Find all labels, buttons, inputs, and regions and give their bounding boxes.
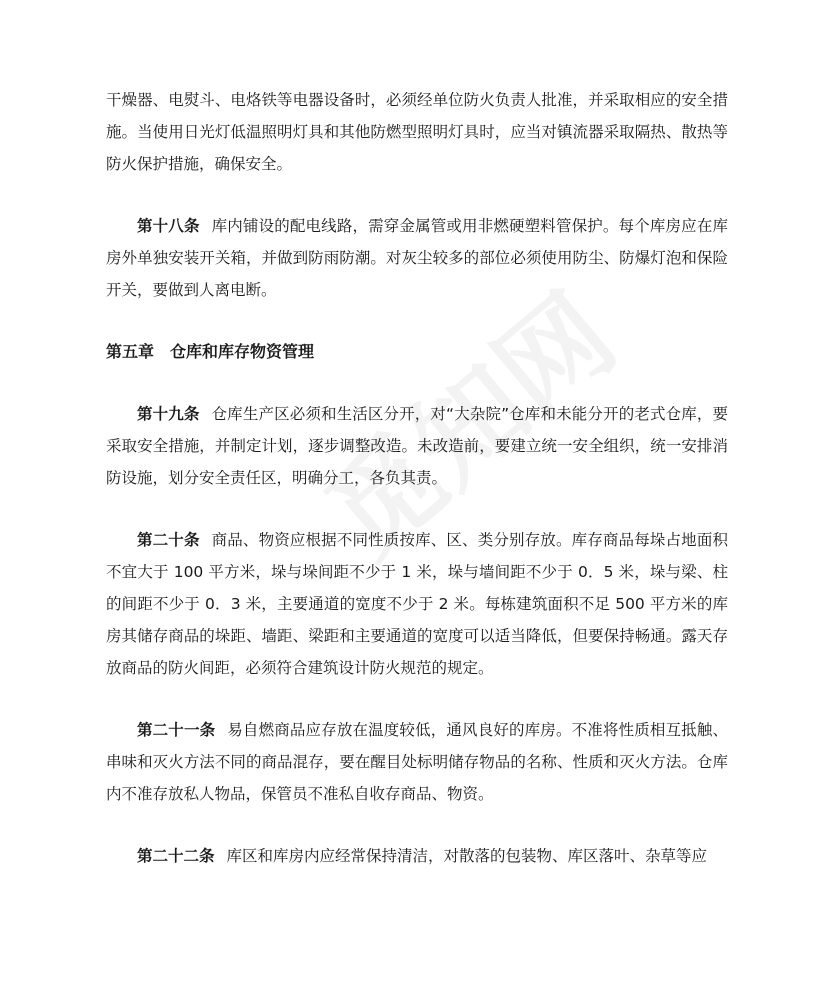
article-label: 第二十一条 [137, 721, 216, 739]
article-label: 第二十二条 [137, 847, 215, 865]
article-label: 第二十条 [137, 531, 200, 549]
article-21 [106, 714, 728, 810]
article-19 [106, 398, 728, 494]
paragraph-continuation [106, 84, 728, 180]
article-22 [106, 840, 728, 872]
article-20 [106, 524, 728, 684]
document-page [106, 84, 728, 872]
paragraph-text: 干燥器、电熨斗、电烙铁等电器设备时，必须经单位防火负责人批准，并采取相应的安全措施。当使用日光灯低温照明灯具和其他防燃型照明灯具时，应当对镇流器采取隔热、散热等防火保护措施，确保安全。 [106, 91, 728, 173]
chapter-heading [106, 336, 728, 368]
article-label: 第十九条 [137, 405, 200, 423]
chapter-title: 仓库和库存物资管理 [170, 342, 315, 361]
article-text: 易自燃商品应存放在温度较低，通风良好的库房。不准将性质相互抵触、串味和灭火方法不同的商品混存，要在醒目处标明储存物品的名称、性质和灭火方法。仓库内不准存放私人物品，保管员不准私自收存商品、物资。 [106, 721, 728, 803]
chapter-number: 第五章 [106, 342, 155, 361]
article-text: 库区和库房内应经常保持清洁，对散落的包装物、库区落叶、杂草等应 [226, 847, 708, 865]
article-text: 库内铺设的配电线路，需穿金属管或用非燃硬塑料管保护。每个库房应在库房外单独安装开关箱，并做到防雨防潮。对灰尘较多的部位必须使用防尘、防爆灯泡和保险开关，要做到人离电断。 [106, 217, 728, 299]
article-label: 第十八条 [137, 217, 200, 235]
article-text: 仓库生产区必须和生活区分开，对“大杂院”仓库和未能分开的老式仓库，要采取安全措施，并制定计划，逐步调整改造。未改造前，要建立统一安全组织，统一安排消防设施，划分安全责任区，明确分工，各负其责。 [106, 405, 728, 487]
article-18 [106, 210, 728, 306]
article-text: 商品、物资应根据不同性质按库、区、类分别存放。库存商品每垛占地面积不宜大于 100 平方米，垛与垛间距不少于 1 米，垛与墙间距不少于 0．5 米，垛与梁、柱的间距不少于 0．3 米，主要通道的宽度不少于 2 米。每栋建筑面积不足 500 平方米的库房其储存商品的垛距、墙距、梁距和主要通道的宽度可以适当降低，但要保持畅通。露天存放商品的防火间距，必须符合建筑设计防火规范的规定。 [106, 531, 728, 677]
